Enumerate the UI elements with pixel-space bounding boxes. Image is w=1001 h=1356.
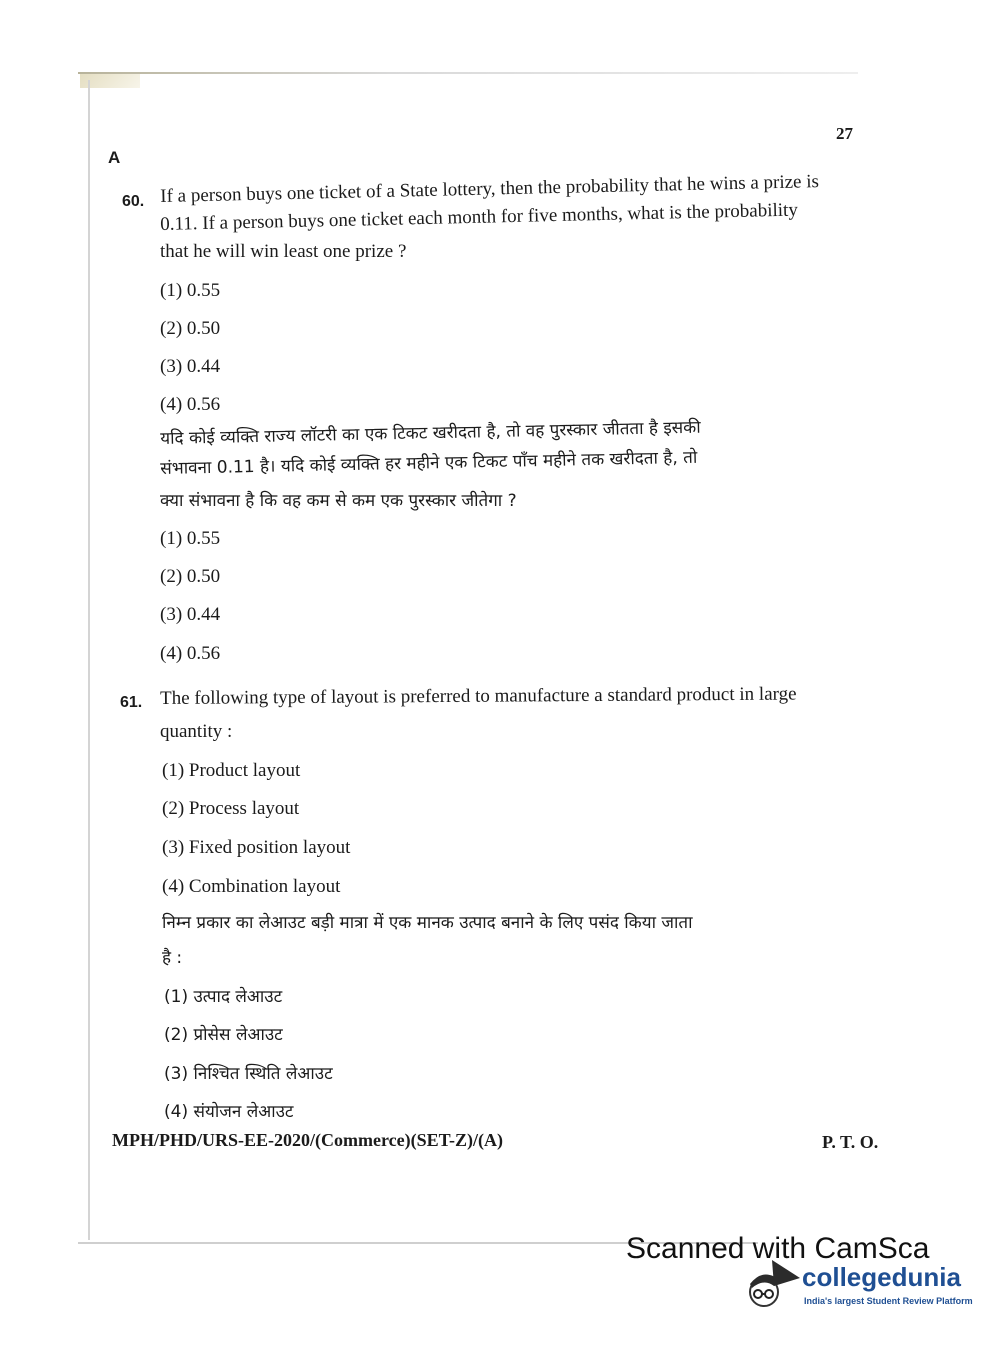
q61-option-1: (1) Product layout bbox=[162, 760, 301, 781]
q61-option-4: (4) Combination layout bbox=[162, 876, 341, 897]
q60-option-1: (1) 0.55 bbox=[160, 280, 221, 301]
q61-hindi-option-2: (2) प्रोसेस लेआउट bbox=[164, 1025, 283, 1045]
q60-hindi-line-2: संभावना 0.11 है। यदि कोई व्यक्ति हर महीने एक टिकट पाँच महीने तक खरीदता है, तो bbox=[160, 447, 698, 479]
q60-hindi-option-1: (1) 0.55 bbox=[160, 528, 221, 549]
question-number-60: 60. bbox=[122, 193, 145, 210]
q60-hindi-option-4: (4) 0.56 bbox=[160, 643, 221, 664]
brand-tagline: India's largest Student Review Platform bbox=[804, 1296, 973, 1306]
page-number: 27 bbox=[836, 124, 853, 143]
set-marker: A bbox=[108, 148, 121, 167]
q60-english-line-3: that he will win least one prize ? bbox=[160, 241, 407, 262]
q61-english-line-1: The following type of layout is preferred to manufacture a standard product in large bbox=[160, 683, 797, 709]
q61-hindi-line-2: है : bbox=[162, 948, 183, 968]
q61-english-line-2: quantity : bbox=[160, 721, 233, 742]
q60-option-2: (2) 0.50 bbox=[160, 318, 221, 339]
left-border bbox=[88, 80, 90, 1240]
q60-english-line-2: 0.11. If a person buys one ticket each month for five months, what is the probability bbox=[160, 199, 799, 235]
q60-option-3: (3) 0.44 bbox=[160, 356, 221, 377]
paper-code: MPH/PHD/URS-EE-2020/(Commerce)(SET-Z)/(A) bbox=[112, 1130, 503, 1150]
q61-hindi-option-3: (3) निश्चित स्थिति लेआउट bbox=[164, 1064, 333, 1084]
q61-option-2: (2) Process layout bbox=[162, 798, 300, 819]
scanner-watermark: Scanned with CamSca bbox=[626, 1234, 930, 1262]
q60-option-4: (4) 0.56 bbox=[160, 394, 221, 415]
q60-hindi-option-3: (3) 0.44 bbox=[160, 604, 221, 625]
top-border bbox=[78, 72, 858, 74]
pto-label: P. T. O. bbox=[822, 1132, 879, 1152]
mascot-icon bbox=[744, 1256, 800, 1312]
q60-english-line-1: If a person buys one ticket of a State lottery, then the probability that he wins a prize is bbox=[160, 171, 820, 207]
q60-hindi-option-2: (2) 0.50 bbox=[160, 566, 221, 587]
q61-hindi-option-1: (1) उत्पाद लेआउट bbox=[164, 987, 283, 1007]
q60-hindi-line-1: यदि कोई व्यक्ति राज्य लॉटरी का एक टिकट खरीदता है, तो वह पुरस्कार जीतता है इसकी bbox=[160, 417, 701, 449]
collegedunia-logo bbox=[744, 1256, 974, 1316]
q60-hindi-line-3: क्या संभावना है कि वह कम से कम एक पुरस्कार जीतेगा ? bbox=[160, 491, 517, 511]
q61-hindi-line-1: निम्न प्रकार का लेआउट बड़ी मात्रा में एक मानक उत्पाद बनाने के लिए पसंद किया जाता bbox=[162, 913, 693, 933]
q61-hindi-option-4: (4) संयोजन लेआउट bbox=[164, 1102, 294, 1122]
brand-name: collegedunia bbox=[802, 1262, 961, 1292]
question-number-61: 61. bbox=[120, 694, 143, 711]
q61-option-3: (3) Fixed position layout bbox=[162, 837, 351, 858]
